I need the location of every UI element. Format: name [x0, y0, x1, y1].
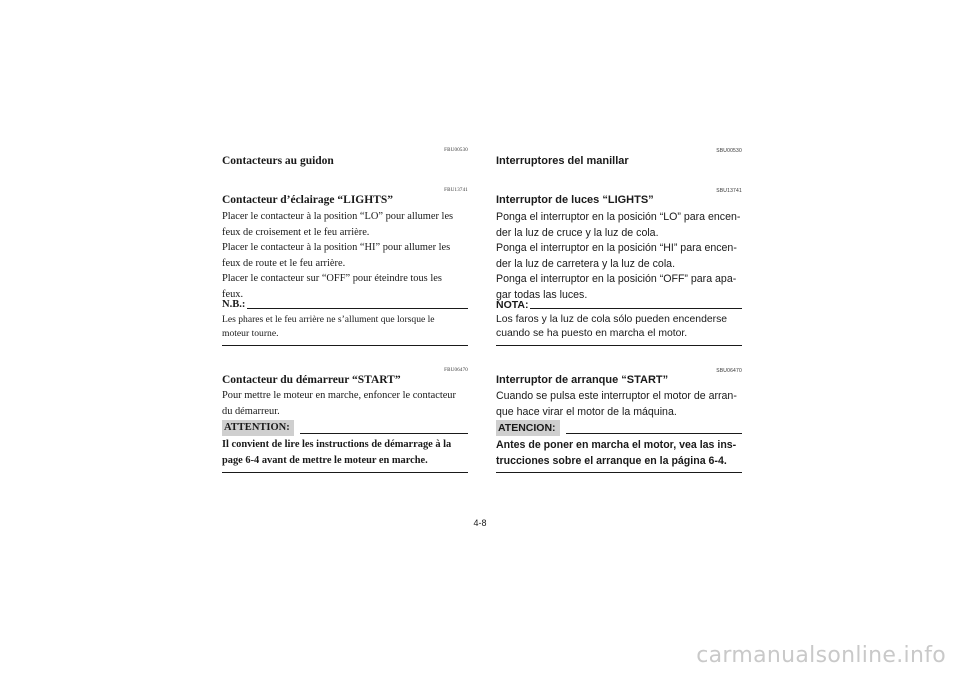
note-rule [530, 308, 742, 309]
section-heading: Contacteur d’éclairage “LIGHTS” [222, 194, 393, 206]
page-number: 4-8 [473, 518, 487, 528]
section-code: FBU13741 [444, 188, 468, 193]
note-text: Les phares et le feu arrière ne s’allument que lorsque le moteur tourne. [222, 314, 435, 339]
warning-divider [496, 472, 742, 473]
note-label: NOTA: [496, 299, 529, 311]
paragraph: Ponga el interruptor en la posición “OFF” para apa- gar todas las luces. [496, 273, 737, 301]
note-text: Los faros y la luz de cola sólo pueden encenderse cuando se ha puesto en marcha el motor. [496, 314, 728, 339]
paragraph: Placer le contacteur à la position “LO” pour allumer les feux de croisement et le feu arrière. [222, 211, 454, 238]
section-code: SBU06470 [716, 368, 742, 374]
section-code: FBU06470 [444, 368, 468, 373]
warning-header [496, 420, 742, 436]
section-heading: Contacteurs au guidon [222, 155, 334, 167]
site-watermark: carmanualsonline.info [696, 643, 946, 668]
note-divider [222, 345, 468, 346]
paragraph: Ponga el interruptor en la posición “LO” para encen- der la luz de cruce y la luz de cola. [496, 211, 741, 239]
note-label: N.B.: [222, 299, 246, 310]
section-code: SBU13741 [716, 188, 742, 194]
section-heading: Contacteur du démarreur “START” [222, 374, 401, 386]
section-heading: Interruptores del manillar [496, 155, 629, 167]
section-code: SBU00530 [716, 148, 742, 154]
warning-divider [222, 472, 468, 473]
paragraph: Ponga el interruptor en la posición “HI” para encen- der la luz de carretera y la luz de cola. [496, 242, 737, 270]
paragraph: Placer le contacteur à la position “HI” pour allumer les feux de route et le feu arrière. [222, 242, 451, 269]
note-header [222, 299, 468, 311]
warning-header [222, 420, 468, 436]
note-rule [247, 308, 468, 309]
warning-rule [300, 433, 468, 434]
warning-label: ATTENTION: [222, 420, 294, 436]
section-code: FBU00530 [444, 148, 468, 153]
paragraph: Cuando se pulsa este interruptor el motor de arran- que hace virar el motor de la máquina. [496, 390, 737, 418]
warning-text: Antes de poner en marcha el motor, vea las ins- trucciones sobre el arranque en la página 6-4. [496, 439, 737, 467]
warning-text: Il convient de lire les instructions de démarrage à la page 6-4 avant de mettre le moteur en marche. [222, 439, 452, 466]
section-heading: Interruptor de luces “LIGHTS” [496, 194, 654, 206]
section-heading: Interruptor de arranque “START” [496, 374, 669, 386]
paragraph: Placer le contacteur sur “OFF” pour éteindre tous les feux. [222, 273, 442, 300]
warning-label: ATENCION: [496, 420, 560, 436]
warning-rule [566, 433, 742, 434]
note-header [496, 299, 742, 311]
paragraph: Pour mettre le moteur en marche, enfoncer le contacteur du démarreur. [222, 390, 456, 417]
note-divider [496, 345, 742, 346]
